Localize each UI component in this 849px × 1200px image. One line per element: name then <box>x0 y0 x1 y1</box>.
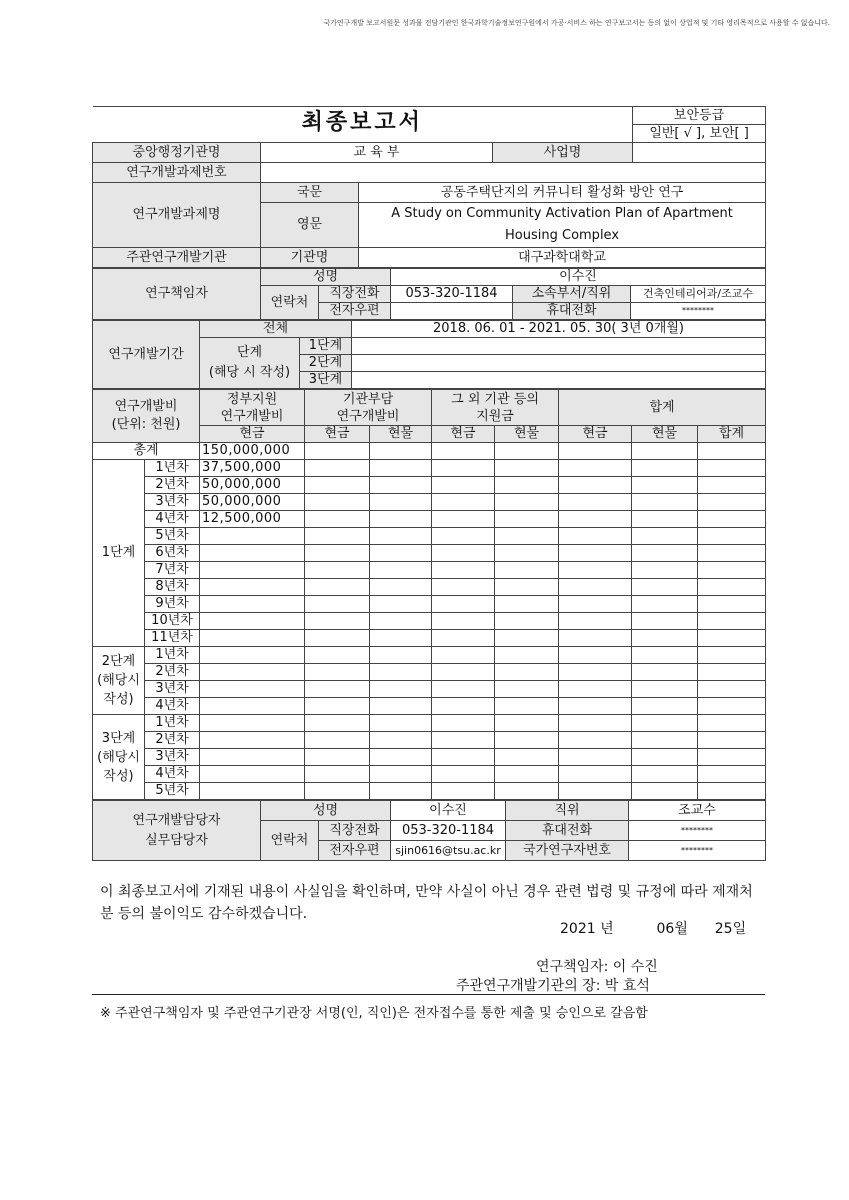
year-label: 2년차 <box>145 732 200 749</box>
basic-info-table <box>92 106 766 268</box>
confirmation-statement: 이 최종보고서에 기재된 내용이 사실임을 확인하며, 만약 사실이 아닌 경우 관련 법령 및 규정에 따라 제재처분 등의 불이익도 감수하겠습니다. <box>100 884 753 922</box>
year-label: 3년차 <box>145 749 200 766</box>
budget-other-label-1: 그 외 기관 등의 <box>451 391 539 407</box>
pi-label: 연구책임자 <box>93 269 261 320</box>
budget-gov-label-2: 연구개발비 <box>220 408 284 424</box>
budget-unit: (단위: 천원) <box>111 417 181 432</box>
year-label: 2년차 <box>145 664 200 681</box>
year-label: 1년차 <box>145 460 200 477</box>
year-label: 6년차 <box>145 545 200 562</box>
year-label: 8년차 <box>145 579 200 596</box>
report-cover-form <box>92 106 765 861</box>
stage1-label: 1단계 <box>93 460 145 647</box>
budget-sum-label: 합계 <box>559 390 766 426</box>
staff-name-label: 성명 <box>261 801 391 821</box>
date-day: 25일 <box>714 921 747 937</box>
stage2-note-1: (해당시 <box>97 673 140 688</box>
staff-table <box>92 800 766 861</box>
budget-label: 연구개발비 <box>114 399 178 414</box>
staff-mobile-value: ******** <box>629 821 766 841</box>
task-title-kor-value: 공동주택단지의 커뮤니티 활성화 방안 연구 <box>359 183 766 203</box>
year-label: 10년차 <box>145 613 200 630</box>
copyright-notice: 국가연구개발 보고서원문 성과물 전담기관인 한국과학기술정보연구원에서 가공·서비스 하는 연구보고서는 동의 없이 상업적 및 기타 영리목적으로 사용할 수 없습니다. <box>323 19 830 27</box>
period-table <box>92 320 766 389</box>
task-title-label: 연구개발과제명 <box>93 183 261 248</box>
year-label: 9년차 <box>145 596 200 613</box>
col-sum-inkind: 현물 <box>632 426 698 443</box>
staff-email-value: sjin0616@tsu.ac.kr <box>391 841 506 861</box>
pi-email-label: 전자우편 <box>319 303 391 320</box>
period-stage2-value <box>352 355 766 372</box>
report-date <box>560 918 746 938</box>
year-label: 7년차 <box>145 562 200 579</box>
year-label: 11년차 <box>145 630 200 647</box>
grand-total-gov-cash: 150,000,000 <box>200 443 305 460</box>
task-title-kor-label: 국문 <box>261 183 359 203</box>
task-title-eng-label: 영문 <box>261 203 359 248</box>
pi-mobile-value: ******** <box>631 303 766 320</box>
staff-label-1: 연구개발담당자 <box>132 812 221 828</box>
staff-mobile-label: 휴대전화 <box>506 821 629 841</box>
col-sum-cash: 현금 <box>559 426 632 443</box>
year-gov-cash: 50,000,000 <box>200 494 305 511</box>
staff-resno-value: ******** <box>629 841 766 861</box>
period-stage-note: (해당 시 작성) <box>208 365 291 380</box>
period-stage-label: 단계 <box>236 345 263 360</box>
pi-contact-label: 연락처 <box>261 286 319 320</box>
task-no-label: 연구개발과제번호 <box>93 163 261 183</box>
year-label: 2년차 <box>145 477 200 494</box>
year-label: 5년차 <box>145 783 200 800</box>
stage2-label: 2단계 <box>101 654 136 669</box>
period-stage3-label: 3단계 <box>300 372 352 389</box>
security-label: 보안등급 <box>633 107 766 125</box>
year-gov-cash: 12,500,000 <box>200 511 305 528</box>
year-label: 1년차 <box>145 715 200 732</box>
pi-name-value: 이수진 <box>391 269 766 286</box>
task-title-eng-line2: Housing Complex <box>505 228 620 243</box>
year-label: 4년차 <box>145 511 200 528</box>
staff-name-value: 이수진 <box>391 801 506 821</box>
stage3-note-1: (해당시 <box>97 749 140 765</box>
pi-email-value <box>391 303 513 320</box>
col-org-cash: 현금 <box>305 426 370 443</box>
signature-pi: 연구책임자: 이 수진 <box>536 959 658 975</box>
staff-office-value: 053-320-1184 <box>391 821 506 841</box>
pi-name-label: 성명 <box>261 269 391 286</box>
security-value: 일반[ √ ], 보안[ ] <box>633 125 766 143</box>
year-gov-cash <box>200 579 305 596</box>
period-stage1-label: 1단계 <box>300 338 352 355</box>
year-label: 3년차 <box>145 494 200 511</box>
date-year: 2021 년 <box>560 921 614 937</box>
pi-table <box>92 268 766 320</box>
budget-other-label-2: 지원금 <box>476 408 514 424</box>
period-total-label: 전체 <box>200 321 352 338</box>
staff-label-2: 실무담당자 <box>145 832 208 848</box>
date-month: 06월 <box>656 921 688 937</box>
institution-label: 주관연구개발기관 <box>93 248 261 268</box>
staff-pos-label: 직위 <box>506 801 629 821</box>
pi-office-label: 직장전화 <box>319 286 391 303</box>
document-title: 최종보고서 <box>301 110 423 135</box>
agency-value: 교 육 부 <box>261 143 493 163</box>
pi-dept-label: 소속부서/직위 <box>513 286 631 303</box>
period-stage1-value <box>352 338 766 355</box>
institution-name-label: 기관명 <box>261 248 359 268</box>
year-label: 3년차 <box>145 681 200 698</box>
task-title-eng-line1: A Study on Community Activation Plan of Apartment <box>391 206 733 221</box>
budget-org-label-1: 기관부담 <box>342 391 394 407</box>
year-label: 5년차 <box>145 528 200 545</box>
project-label: 사업명 <box>493 143 633 163</box>
year-gov-cash <box>200 613 305 630</box>
staff-email-label: 전자우편 <box>319 841 391 861</box>
stage3-label: 3단계 <box>101 730 136 746</box>
staff-pos-value: 조교수 <box>629 801 766 821</box>
staff-contact-label: 연락처 <box>261 821 319 861</box>
year-gov-cash <box>200 545 305 562</box>
period-label: 연구개발기간 <box>93 321 200 389</box>
year-gov-cash: 37,500,000 <box>200 460 305 477</box>
pi-office-value: 053-320-1184 <box>391 286 513 303</box>
year-gov-cash <box>200 528 305 545</box>
col-other-cash: 현금 <box>432 426 495 443</box>
signature-head: 주관연구개발기관의 장: 박 효석 <box>456 978 650 994</box>
divider <box>92 994 765 995</box>
budget-org-label-2: 연구개발비 <box>336 408 400 424</box>
pi-dept-value: 건축인테리어과/조교수 <box>631 286 766 303</box>
agency-label: 중앙행정기관명 <box>93 143 261 163</box>
col-sum-total: 합계 <box>698 426 766 443</box>
year-gov-cash <box>200 630 305 647</box>
staff-resno-label: 국가연구자번호 <box>506 841 629 861</box>
year-label: 4년차 <box>145 698 200 715</box>
stage2-note-2: 작성) <box>103 692 134 707</box>
year-label: 4년차 <box>145 766 200 783</box>
footnote: ※ 주관연구책임자 및 주관연구기관장 서명(인, 직인)은 전자접수를 통한 제출 및 승인으로 갈음함 <box>100 1006 648 1021</box>
period-total-value: 2018. 06. 01 - 2021. 05. 30( 3년 0개월) <box>352 321 766 338</box>
year-label: 1년차 <box>145 647 200 664</box>
period-stage3-value <box>352 372 766 389</box>
year-gov-cash <box>200 562 305 579</box>
year-gov-cash <box>200 596 305 613</box>
task-no-value <box>261 163 766 183</box>
budget-gov-label-1: 정부지원 <box>226 391 278 407</box>
budget-table <box>92 389 766 800</box>
period-stage2-label: 2단계 <box>300 355 352 372</box>
institution-name-value: 대구과학대학교 <box>359 248 766 268</box>
col-org-inkind: 현물 <box>370 426 432 443</box>
col-other-inkind: 현물 <box>495 426 559 443</box>
stage3-note-2: 작성) <box>103 768 134 784</box>
year-gov-cash: 50,000,000 <box>200 477 305 494</box>
col-gov-cash: 현금 <box>200 426 305 443</box>
staff-office-label: 직장전화 <box>319 821 391 841</box>
grand-total-label: 총계 <box>93 443 200 460</box>
pi-mobile-label: 휴대전화 <box>513 303 631 320</box>
project-value <box>633 143 766 163</box>
